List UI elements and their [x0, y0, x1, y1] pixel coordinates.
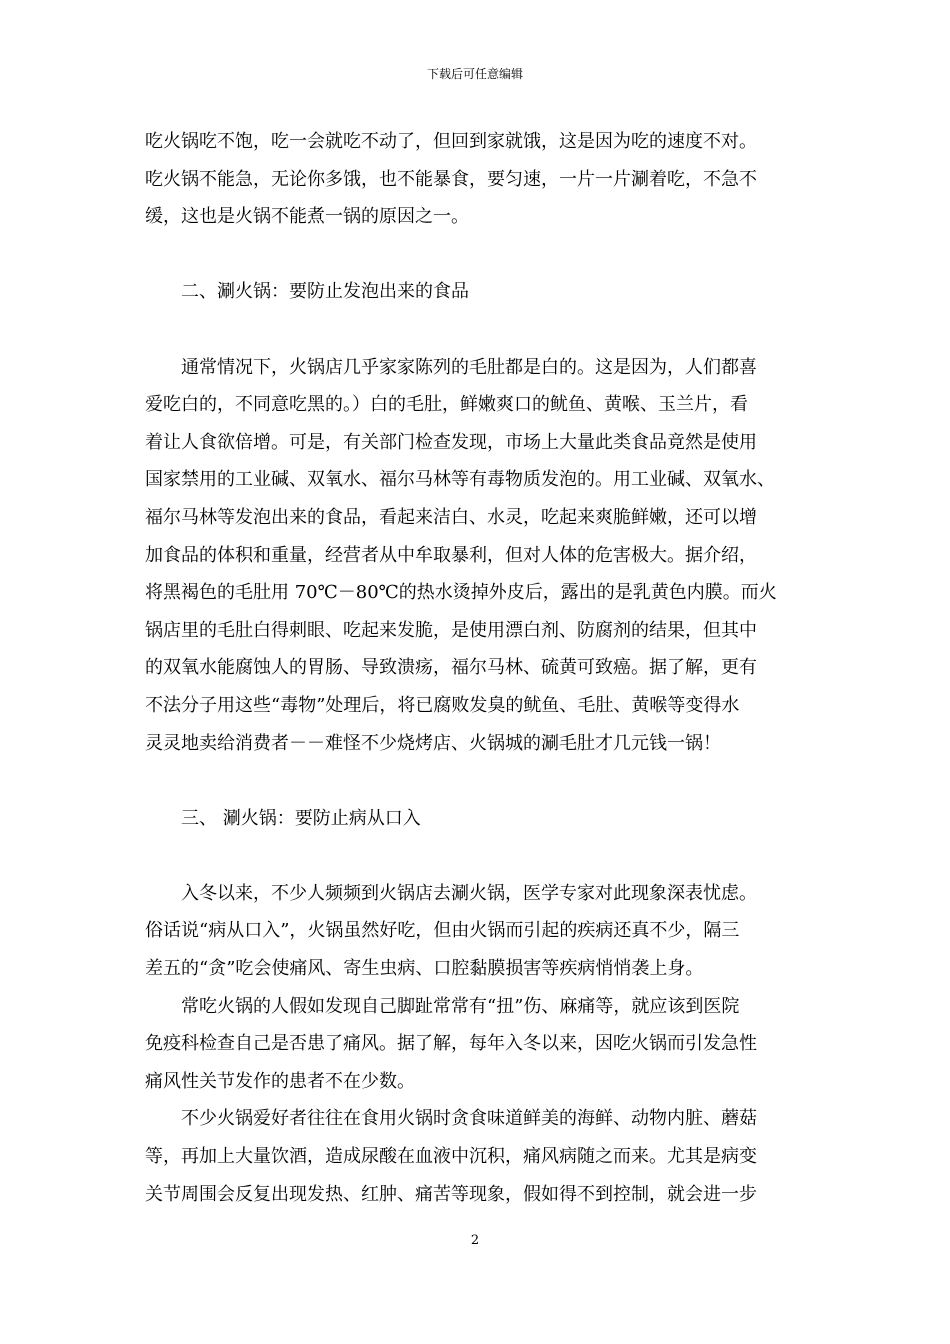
page-header-note: 下载后可任意编辑: [426, 67, 523, 81]
paragraph-spacer: [145, 837, 810, 875]
text-line: 等，再加上大量饮酒，造成尿酸在血液中沉积，痛风病随之而来。尤其是病变: [145, 1146, 757, 1168]
text-line: 福尔马林等发泡出来的食品，看起来洁白、水灵，吃起来爽脆鲜嫩，还可以增: [145, 506, 757, 528]
text-line: 入冬以来，不少人频频到火锅店去涮火锅，医学专家对此现象深表忧虑。: [181, 882, 757, 904]
text-line: 痛风性关节发作的患者不在少数。: [145, 1070, 415, 1092]
text-line: 吃火锅吃不饱，吃一会就吃不动了，但回到家就饿，这是因为吃的速度不对。: [145, 131, 757, 152]
text-line: 加食品的体积和重量，经营者从中牟取暴利，但对人体的危害极大。据介绍，: [145, 544, 757, 566]
text-line: 的双氧水能腐蚀人的胃肠、导致溃疡，福尔马林、硫黄可致癌。据了解，更有: [145, 657, 757, 679]
text-line: 俗话说“病从口入”，火锅虽然好吃，但由火锅而引起的疾病还真不少，隔三: [145, 920, 740, 942]
paragraph-spacer: [145, 236, 810, 274]
text-line: 缓，这也是火锅不能煮一锅的原因之一。: [145, 206, 469, 228]
section-heading-2: 二、涮火锅：要防止发泡出来的食品: [181, 281, 469, 303]
text-line: 锅店里的毛肚白得刺眼、吃起来发脆，是使用漂白剂、防腐剂的结果，但其中: [145, 619, 757, 641]
text-line: 常吃火锅的人假如发现自己脚趾常常有“扭”伤、麻痛等，就应该到医院: [181, 995, 740, 1017]
paragraph-slow-eating: [145, 123, 810, 236]
paragraph-foaming-food: [145, 349, 810, 763]
paragraph-spacer: [145, 311, 810, 349]
paragraph-gout-cause: [145, 1100, 810, 1213]
paragraph-spacer: [145, 762, 810, 800]
text-line: 国家禁用的工业碱、双氧水、福尔马林等有毒物质发泡的。用工业碱、双氧水、: [145, 469, 775, 491]
text-line: 不法分子用这些“毒物”处理后，将已腐败发臭的鱿鱼、毛肚、黄喉等变得水: [145, 694, 740, 716]
document-body: [145, 123, 810, 1213]
text-line: 灵灵地卖给消费者－－难怪不少烧烤店、火锅城的涮毛肚才几元钱一锅！: [145, 732, 721, 754]
paragraph-disease-intro: [145, 875, 810, 988]
text-line: 爱吃白的，不同意吃黑的。）白的毛肚，鲜嫩爽口的鱿鱼、黄喉、玉兰片，看: [145, 394, 748, 416]
text-line: 不少火锅爱好者往往在食用火锅时贪食味道鲜美的海鲜、动物内脏、蘑菇: [181, 1108, 757, 1130]
text-line: 将黑褐色的毛肚用 70℃－80℃的热水烫掉外皮后，露出的是乳黄色内膜。而火: [145, 582, 777, 604]
paragraph-gout-check: [145, 988, 810, 1101]
text-line: 关节周围会反复出现发热、红肿、痛苦等现象，假如得不到控制，就会进一步: [145, 1183, 757, 1205]
text-line: 着让人食欲倍增。可是，有关部门检查发现，市场上大量此类食品竟然是使用: [145, 431, 757, 453]
text-line: 免疫科检查自己是否患了痛风。据了解，每年入冬以来，因吃火锅而引发急性: [145, 1033, 757, 1055]
section-heading-3: 三、 涮火锅：要防止病从口入: [181, 807, 421, 829]
text-line: 差五的“贪”吃会使痛风、寄生虫病、口腔黏膜损害等疾病悄悄袭上身。: [145, 958, 704, 980]
page-number: 2: [470, 1233, 480, 1248]
text-line: 吃火锅不能急，无论你多饿，也不能暴食，要匀速，一片一片涮着吃，不急不: [145, 168, 757, 190]
text-line: 通常情况下，火锅店几乎家家陈列的毛肚都是白的。这是因为，人们都喜: [181, 356, 757, 378]
